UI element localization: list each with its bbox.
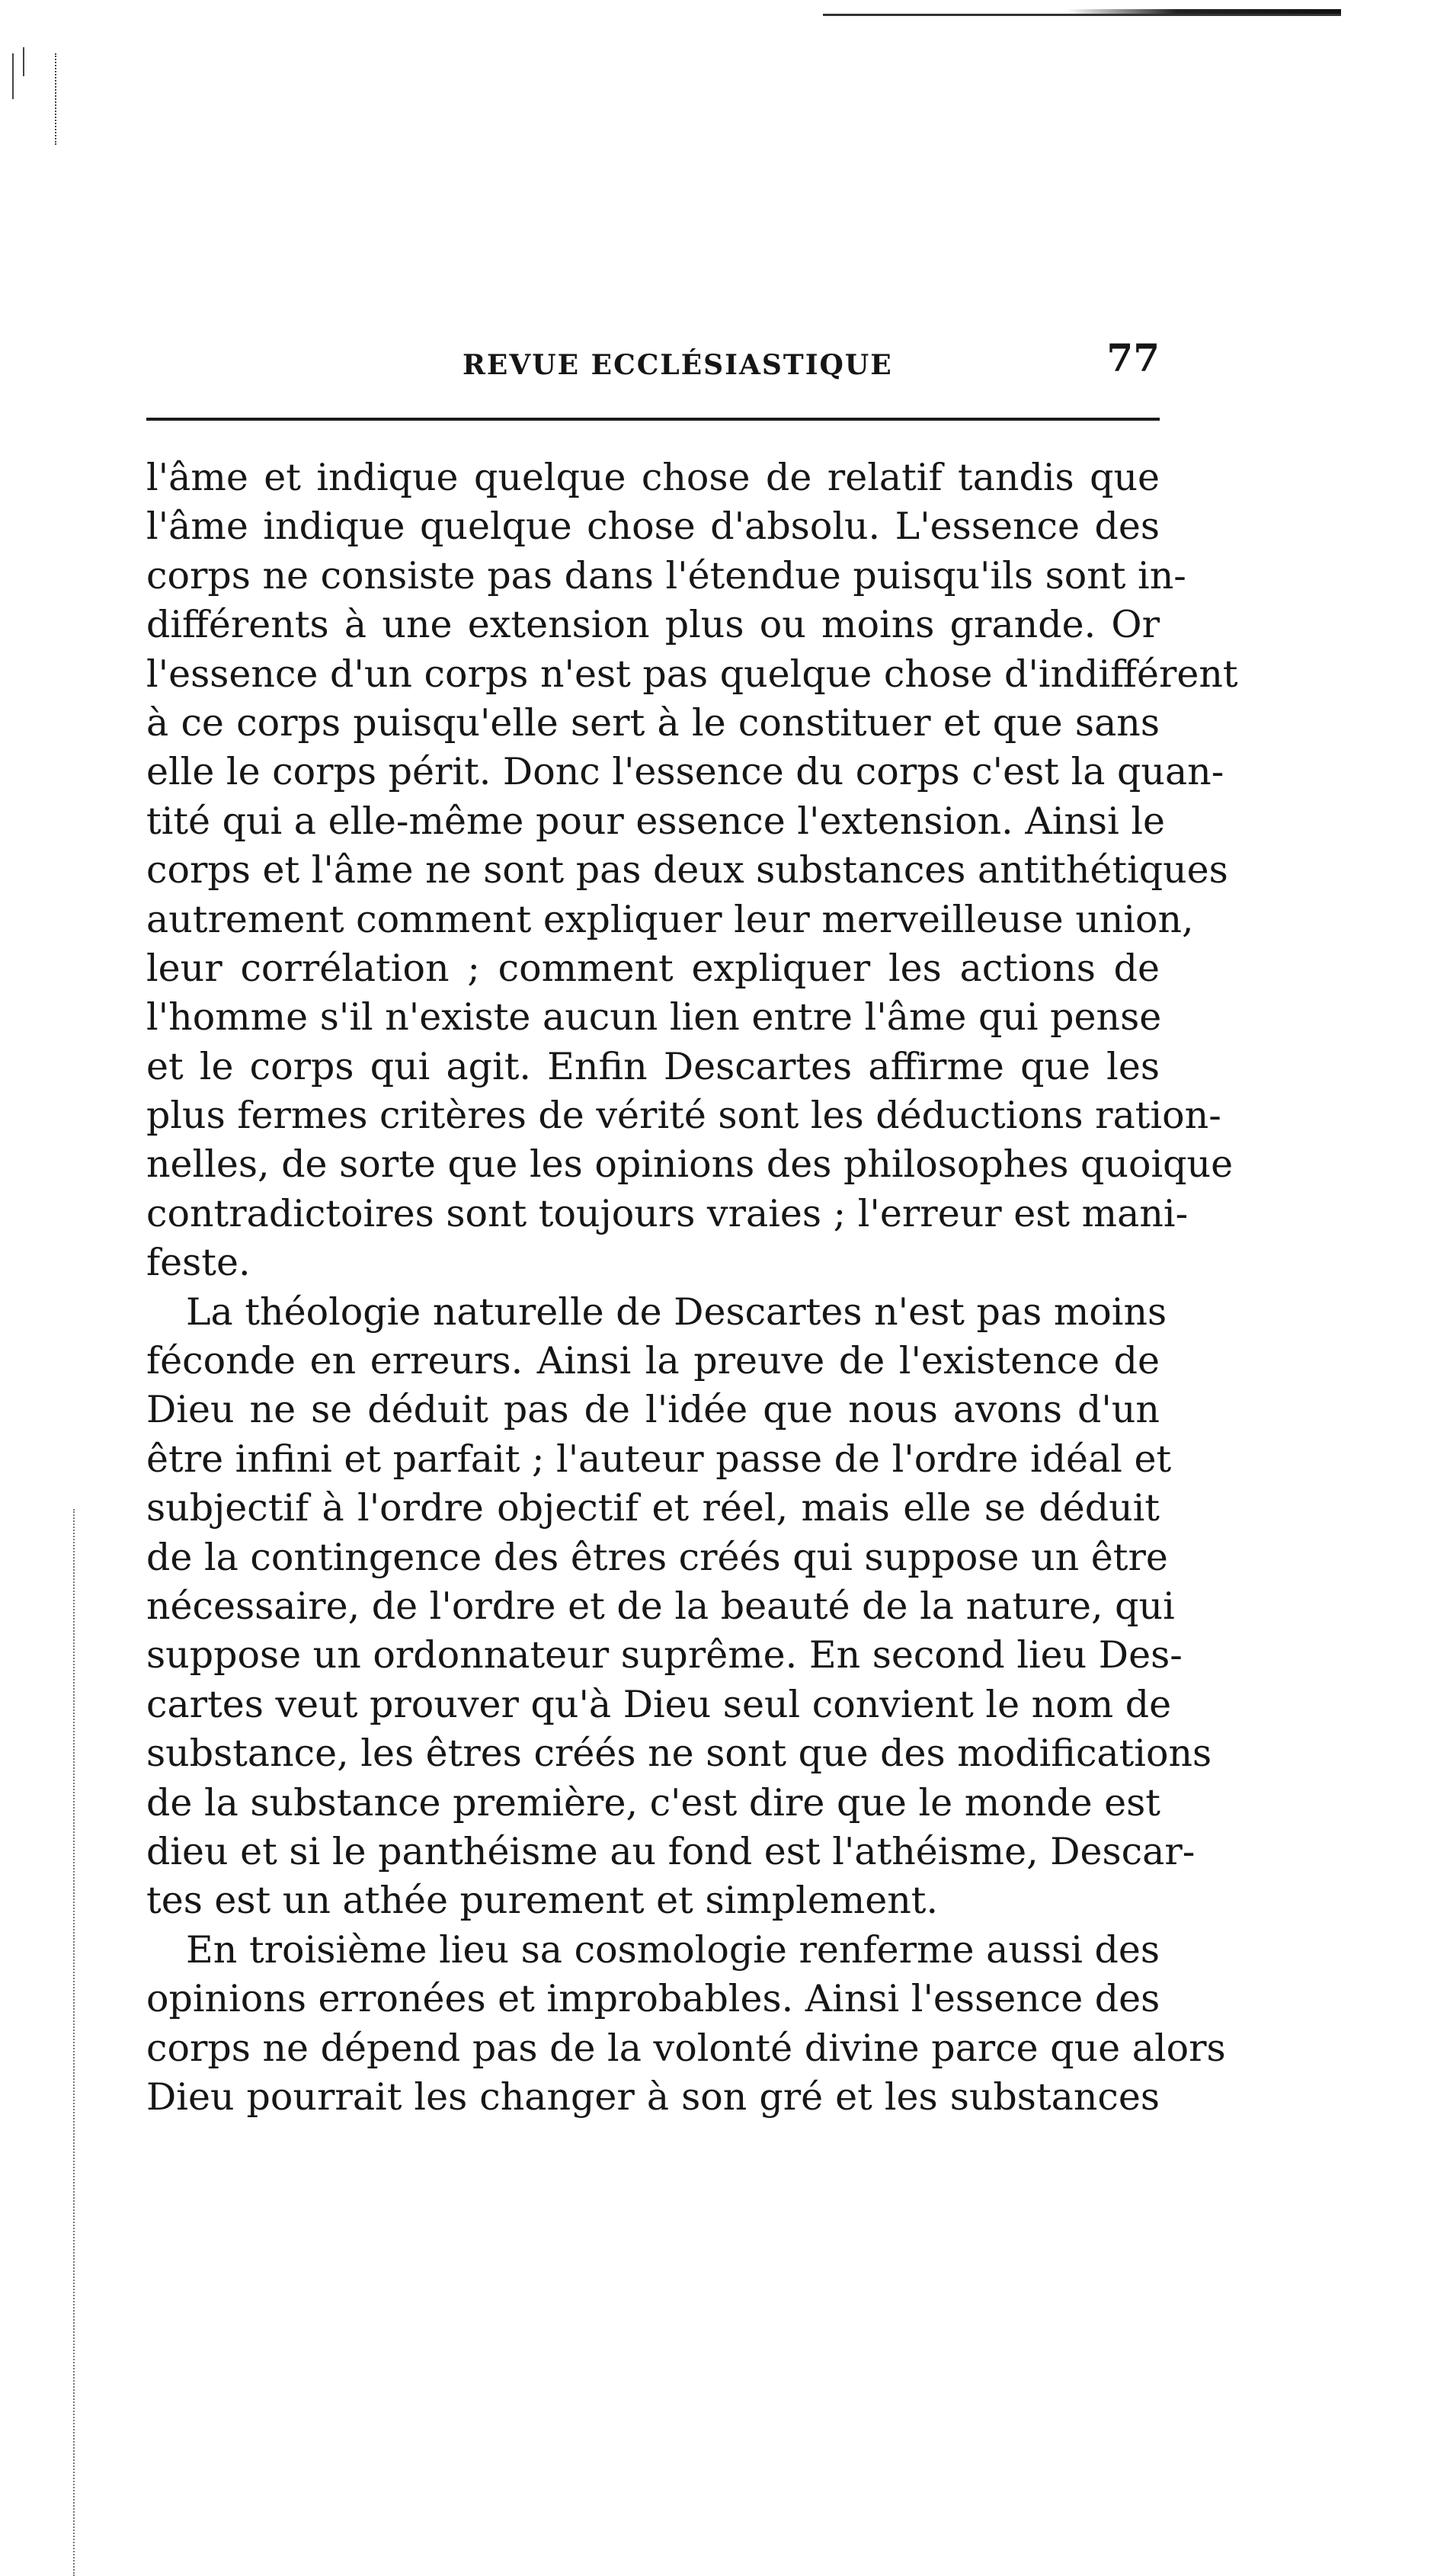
paragraph-start-line: La théologie naturelle de Descartes n'est pas moins: [186, 1290, 1167, 1334]
margin-mark: [55, 53, 56, 145]
text-line: corps ne dépend pas de la volonté divine parce que alors: [146, 2026, 1226, 2070]
text-line: de la substance première, c'est dire que le monde est: [146, 1780, 1160, 1825]
text-line: subjectif à l'ordre objectif et réel, mais elle se déduit: [146, 1486, 1160, 1530]
text-line: dieu et si le panthéisme au fond est l'athéisme, Descar-: [146, 1829, 1196, 1873]
page-header: [146, 335, 1160, 389]
text-line: Dieu ne se déduit pas de l'idée que nous avons d'un: [146, 1388, 1160, 1432]
text-line: cartes veut prouver qu'à Dieu seul convient le nom de: [146, 1682, 1172, 1726]
top-edge-shadow: [1067, 9, 1341, 14]
text-line: être infini et parfait ; l'auteur passe de l'ordre idéal et: [146, 1437, 1172, 1481]
text-line: substance, les êtres créés ne sont que des modifications: [146, 1732, 1212, 1776]
text-line: elle le corps périt. Donc l'essence du corps c'est la quan-: [146, 750, 1224, 794]
text-line: tes est un athée purement et simplement.: [146, 1879, 939, 1923]
text-line: corps ne consiste pas dans l'étendue puisqu'ils sont in-: [146, 553, 1186, 598]
text-line: différents à une extension plus ou moins grande. Or: [146, 603, 1160, 647]
text-line: l'âme et indique quelque chose de relatif tandis que: [146, 456, 1160, 499]
text-line: leur corrélation ; comment expliquer les actions de: [146, 946, 1160, 990]
margin-dots: [73, 1509, 75, 2576]
text-line: suppose un ordonnateur suprême. En second lieu Des-: [146, 1633, 1183, 1677]
running-title: REVUE ECCLÉSIASTIQUE: [463, 349, 893, 381]
margin-mark: [12, 53, 14, 99]
text-line: l'âme indique quelque chose d'absolu. L'essence des: [146, 505, 1160, 549]
text-line: l'homme s'il n'existe aucun lien entre l'âme qui pense: [146, 995, 1162, 1040]
header-rule: [146, 418, 1160, 421]
text-line: l'essence d'un corps n'est pas quelque chose d'indifférent: [146, 652, 1238, 696]
text-line: feste.: [146, 1241, 251, 1285]
text-line: Dieu pourrait les changer à son gré et les substances: [146, 2075, 1160, 2119]
paragraph-start-line: En troisième lieu sa cosmologie renferme aussi des: [186, 1927, 1160, 1972]
text-line: corps et l'âme ne sont pas deux substances antithétiques: [146, 848, 1228, 892]
text-line: nécessaire, de l'ordre et de la beauté de la nature, qui: [146, 1584, 1175, 1628]
text-line: tité qui a elle-même pour essence l'extension. Ainsi le: [146, 799, 1165, 843]
text-line: contradictoires sont toujours vraies ; l'erreur est mani-: [146, 1191, 1189, 1235]
margin-mark: [23, 47, 24, 76]
body-text: [146, 453, 1238, 2122]
text-line: féconde en erreurs. Ainsi la preuve de l'existence de: [146, 1339, 1160, 1383]
text-line: et le corps qui agit. Enfin Descartes affirme que les: [146, 1044, 1160, 1088]
text-line: de la contingence des êtres créés qui suppose un être: [146, 1535, 1168, 1579]
text-line: opinions erronées et improbables. Ainsi l'essence des: [146, 1977, 1160, 2021]
text-line: à ce corps puisqu'elle sert à le constituer et que sans: [146, 700, 1160, 745]
page-number: 77: [1106, 335, 1160, 380]
text-line: autrement comment expliquer leur merveilleuse union,: [146, 897, 1194, 941]
text-line: nelles, de sorte que les opinions des philosophes quoique: [146, 1142, 1234, 1187]
top-edge-rule: [823, 14, 1341, 16]
text-line: plus fermes critères de vérité sont les déductions ration-: [146, 1094, 1221, 1138]
